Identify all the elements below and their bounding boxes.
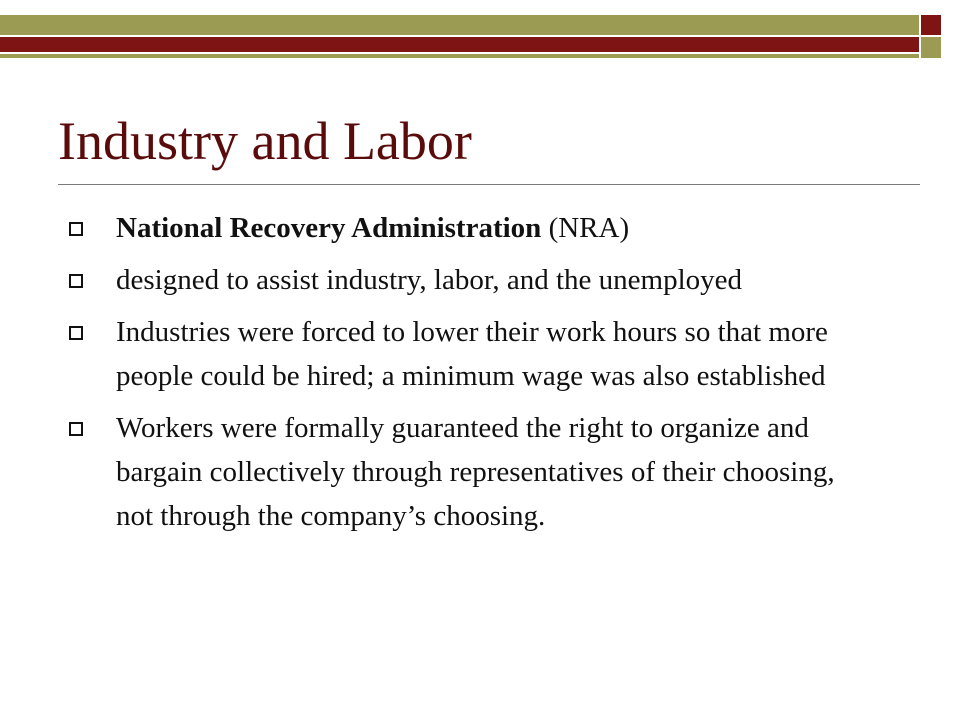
olive-band xyxy=(0,15,919,35)
corner-maroon-square xyxy=(921,15,941,35)
bullet-text: Workers were formally guaranteed the right to organize and bargain collectively through representatives of their choosing, not through the company’s choosing. xyxy=(116,412,835,532)
title-divider xyxy=(58,184,920,185)
corner-olive-square xyxy=(921,37,941,58)
hollow-square-icon xyxy=(69,422,83,436)
bullet-item-purpose xyxy=(0,258,840,302)
hollow-square-icon xyxy=(69,222,83,236)
slide-title: Industry and Labor xyxy=(58,111,472,171)
bullet-text: Industries were forced to lower their work hours so that more people could be hired; a minimum wage was also established xyxy=(116,316,828,392)
hollow-square-icon xyxy=(69,326,83,340)
bullet-item-nra xyxy=(0,206,840,250)
bullet-list xyxy=(0,206,960,546)
bullet-text: (NRA) xyxy=(541,212,630,244)
olive-line xyxy=(0,54,919,58)
bullet-item-industries xyxy=(0,310,840,398)
bullet-text: designed to assist industry, labor, and the unemployed xyxy=(116,264,742,296)
hollow-square-icon xyxy=(69,274,83,288)
top-decorative-bar xyxy=(0,0,960,70)
bullet-bold-text: National Recovery Administration xyxy=(116,212,542,244)
maroon-band xyxy=(0,37,919,52)
bullet-item-workers xyxy=(0,406,840,538)
